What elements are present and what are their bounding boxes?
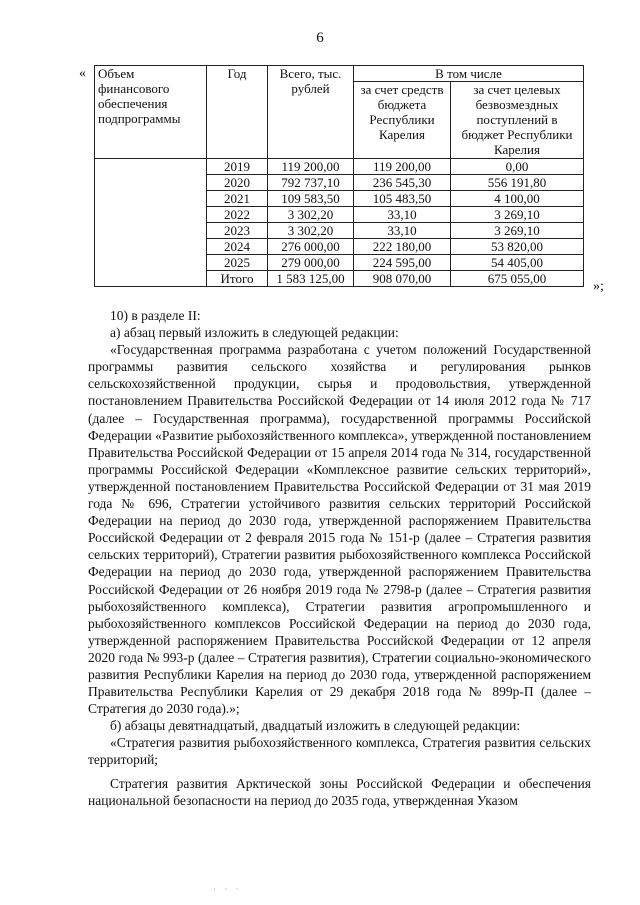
cell-targeted: 0,00 bbox=[451, 159, 584, 175]
body-text bbox=[88, 307, 591, 809]
closing-quote: »; bbox=[593, 279, 604, 294]
cell-targeted: 556 191,80 bbox=[451, 175, 584, 191]
cell-targeted: 3 269,10 bbox=[451, 207, 584, 223]
cell-budget: 908 070,00 bbox=[354, 271, 451, 287]
table-row bbox=[95, 159, 584, 175]
cell-year: Итого bbox=[207, 271, 268, 287]
cell-total: 3 302,20 bbox=[268, 223, 354, 239]
cell-year: 2025 bbox=[207, 255, 268, 271]
empty-label-cell bbox=[95, 159, 207, 287]
header-total: Всего, тыс. рублей bbox=[268, 66, 354, 159]
amended-paragraph-text: «Государственная программа разработана с учетом положений Государственной программы развития сельского хозяйства и регулирования рынков сельскохозяйственной продукции, сырья и продовольствия, утвержденной постановлением Правительства Российской Федерации от 14 июля 2012 года № 717 (далее – Государственная программа), государственной программы Российской Федерации «Развитие рыбохозяйственного комплекса», утвержденной постановлением Правительства Российской Федерации от 15 апреля 2014 года № 314, государственной программы Российской Федерации «Комплексное развитие сельских территорий», утвержденной постановлением Правительства Российской Федерации от 31 мая 2019 года № 696, Стратегии устойчивого развития сельских территорий Российской Федерации на период до 2030 года, утвержденной распоряжением Правительства Российской Федерации от 2 февраля 2015 года № 151-р (далее – Стратегия развития сельских территорий), Стратегии развития рыбохозяйственного комплекса Российской Федерации на период до 2030 года, утвержденной распоряжением Правительства Российской Федерации от 26 ноября 2019 года № 2798-р (далее – Стратегия развития рыбохозяйственного комплекса), Стратегии развития агропромышленного и рыбохозяйственного комплексов Российской Федерации на период до 2030 года, утвержденной распоряжением Правительства Российской Федерации от 12 апреля 2020 года № 993-р (далее – Стратегия развития), Стратегии социально-экономического развития Республики Карелия на период до 2030 года, утвержденной распоряжением Правительства Республики Карелия от 29 декабря 2018 года № 899р-П (далее – Стратегия до 2030 года).»; bbox=[88, 342, 592, 717]
cell-year: 2019 bbox=[207, 159, 268, 175]
cell-budget: 224 595,00 bbox=[354, 255, 451, 271]
cell-budget: 33,10 bbox=[354, 207, 451, 223]
header-year: Год bbox=[207, 66, 268, 159]
cell-budget: 105 483,50 bbox=[354, 191, 451, 207]
amended-paragraph-20: Стратегия развития Арктической зоны Российской Федерации и обеспечения национальной безопасности на период до 2035 года, утвержденная Указом bbox=[88, 775, 591, 808]
cell-budget: 236 545,30 bbox=[354, 175, 451, 191]
cell-total: 109 583,50 bbox=[268, 191, 354, 207]
cell-total: 119 200,00 bbox=[268, 159, 354, 175]
header-including-group: В том числе bbox=[354, 66, 584, 82]
page-number: 6 bbox=[316, 30, 324, 46]
cell-year: 2021 bbox=[207, 191, 268, 207]
cell-total: 276 000,00 bbox=[268, 239, 354, 255]
cell-total: 279 000,00 bbox=[268, 255, 354, 271]
amendment-subitem-b: б) абзацы девятнадцатый, двадцатый изложить в следующей редакции: bbox=[110, 718, 521, 734]
cell-year: 2023 bbox=[207, 223, 268, 239]
header-financing-volume: Объем финансового обеспечения подпрограммы bbox=[95, 66, 207, 159]
amendment-item-10: 10) в разделе II: bbox=[110, 308, 201, 323]
cell-targeted: 3 269,10 bbox=[451, 223, 584, 239]
opening-quote: « bbox=[79, 66, 86, 81]
cell-budget: 119 200,00 bbox=[354, 159, 451, 175]
cell-budget: 33,10 bbox=[354, 223, 451, 239]
scan-artifact-dots: · · · bbox=[213, 884, 242, 894]
cell-budget: 222 180,00 bbox=[354, 239, 451, 255]
cell-total: 1 583 125,00 bbox=[268, 271, 354, 287]
financing-table bbox=[94, 65, 584, 287]
header-targeted-receipts: за счет целевых безвозмездных поступлений в бюджет Республики Карелия bbox=[451, 82, 584, 159]
table-header-row bbox=[95, 66, 584, 82]
cell-targeted: 53 820,00 bbox=[451, 239, 584, 255]
cell-total: 792 737,10 bbox=[268, 175, 354, 191]
header-budget-funds: за счет средств бюджета Республики Карелия bbox=[354, 82, 451, 159]
amendment-subitem-a: а) абзац первый изложить в следующей редакции: bbox=[110, 325, 399, 341]
cell-total: 3 302,20 bbox=[268, 207, 354, 223]
cell-targeted: 675 055,00 bbox=[451, 271, 584, 287]
cell-year: 2024 bbox=[207, 239, 268, 255]
cell-year: 2020 bbox=[207, 175, 268, 191]
cell-year: 2022 bbox=[207, 207, 268, 223]
cell-targeted: 54 405,00 bbox=[451, 255, 584, 271]
cell-targeted: 4 100,00 bbox=[451, 191, 584, 207]
amended-paragraph-19: «Стратегия развития рыбохозяйственного комплекса, Стратегия развития сельских территорий; bbox=[88, 735, 591, 768]
